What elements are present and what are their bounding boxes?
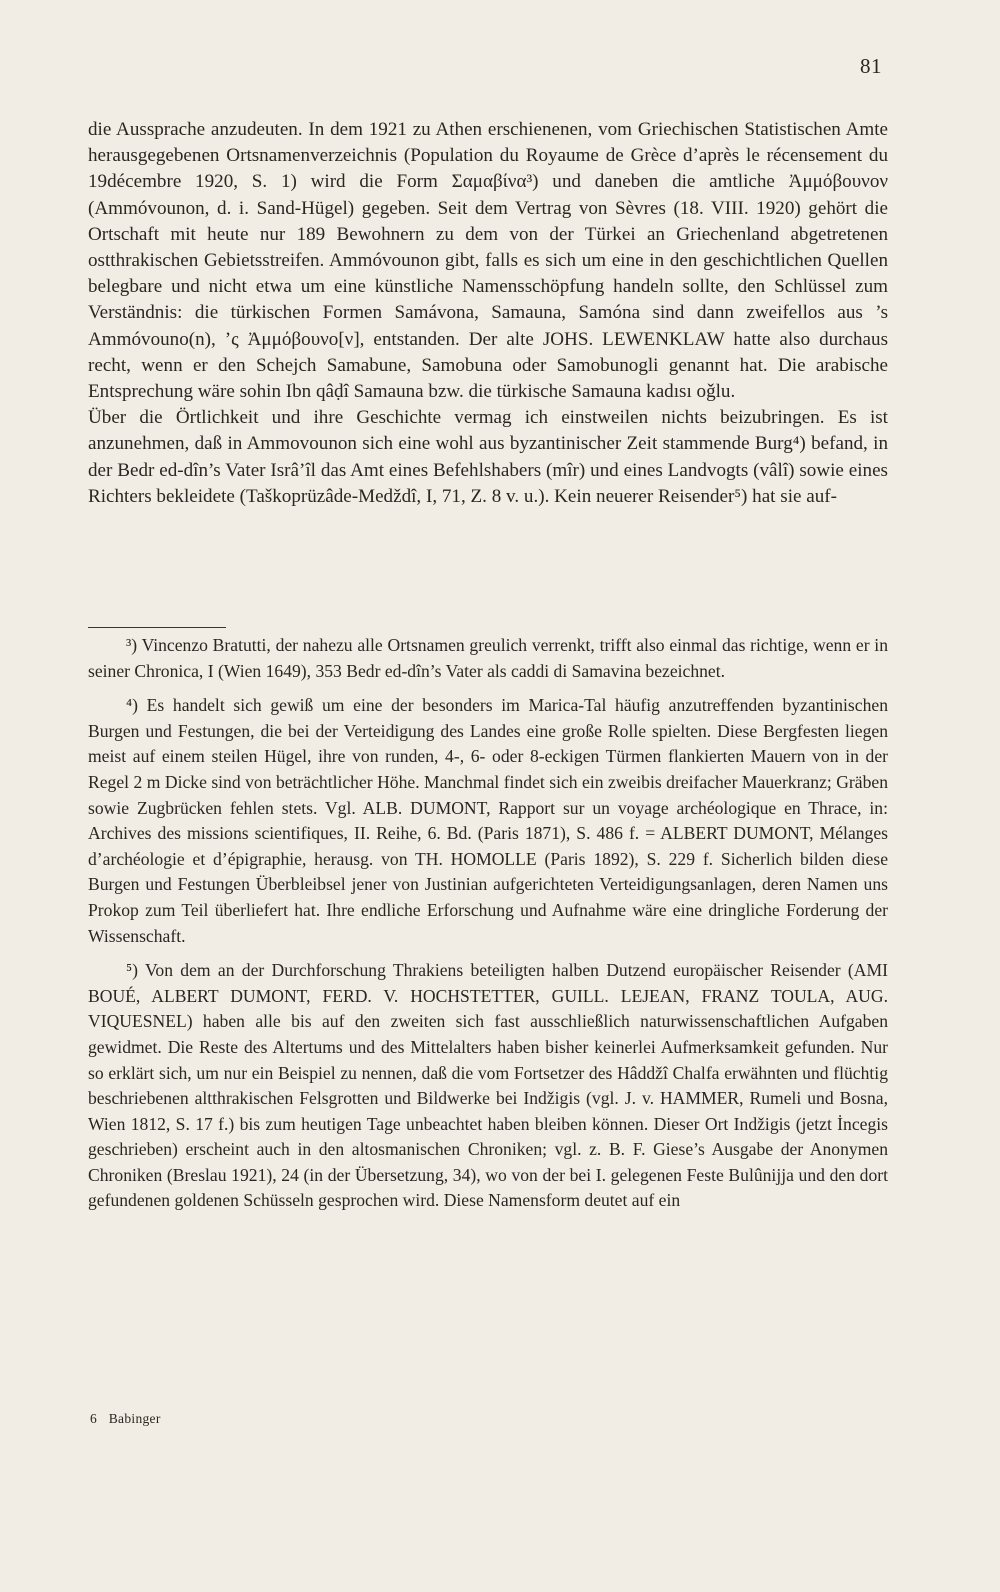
footnote-text: Es handelt sich gewiß um eine der besonders im Marica-Tal häufig anzutreffenden byzantinischen Burgen und Festungen, die bei der Verteidigung des Landes eine große Rolle spielten. Diese Bergfesten liegen meist auf einem steilen Hügel, ihre von runden, 4-, 6- oder 8-eckigen Türmen flankierten Mauern von in der Regel 2 m Dicke sind von beträchtlicher Höhe. Manchmal findet sich ein zweibis dreifacher Mauerkranz; Gräben sowie Zugbrücken fehlen stets. Vgl. ALB. DUMONT, Rapport sur un voyage archéologique en Thrace, in: Archives des missions scientifiques, II. Reihe, 6. Bd. (Paris 1871), S. 486 f. = ALBERT DUMONT, Mélanges d’archéologie et d’épigraphie, herausg. von TH. HOMOLLE (Paris 1892), S. 229 f. Sicherlich bilden diese Burgen und Festungen Überbleibsel jener von Justinian aufgerichteten Verteidigungsanlagen, deren Namen uns Prokop zum Teil überliefert hat. Ihre endliche Erforschung und Aufnahme wäre eine dringliche Forderung der Wissenschaft. xyxy=(88,695,888,946)
footnotes xyxy=(88,633,888,1223)
footnote-text: Von dem an der Durchforschung Thrakiens beteiligten halben Dutzend europäischer Reisender (AMI BOUÉ, ALBERT DUMONT, FERD. V. HOCHSTETTER, GUILL. LEJEAN, FRANZ TOULA, AUG. VIQUESNEL) haben alle bis auf den zweiten sich fast ausschließlich naturwissenschaftlichen Aufgaben gewidmet. Die Reste des Altertums und des Mittelalters haben bisher keinerlei Aufmerksamkeit gefunden. Nur so erklärt sich, um nur ein Beispiel zu nennen, daß die vom Fortsetzer des Hâddžî Chalfa erwähnten und flüchtig beschriebenen altthrakischen Felsgrotten und Bildwerke bei Indžigis (vgl. J. v. HAMMER, Rumeli und Bosna, Wien 1812, S. 17 f.) bis zum heutigen Tage unbeachtet haben bleiben können. Dieser Ort Indžigis (jetzt İncegis geschrieben) erscheint auch in den altosmanischen Chroniken; vgl. z. B. F. Giese’s Ausgabe der Anonymen Chroniken (Breslau 1921), 24 (in der Übersetzung, 34), wo von der bei I. gelegenen Feste Bulûnijja und den dort gefundenen goldenen Schüsseln gesprochen wird. Diese Namensform deutet auf ein xyxy=(88,960,888,1211)
footnote-5 xyxy=(88,958,888,1214)
footnote-marker: ³) xyxy=(126,635,138,655)
footnote-marker: ⁵) xyxy=(126,960,138,981)
signature-number: 6 xyxy=(90,1411,98,1426)
footnote-4 xyxy=(88,693,888,949)
printer-signature xyxy=(90,1411,161,1427)
footnote-3 xyxy=(88,633,888,684)
footnote-marker: ⁴) xyxy=(126,695,138,716)
footnote-separator xyxy=(88,627,226,628)
page-number: 81 xyxy=(860,54,882,78)
main-text xyxy=(88,117,888,510)
body-paragraph: die Aussprache anzudeuten. In dem 1921 zu Athen erschienenen, vom Griechischen Statistischen Amte herausgegebenen Ortsnamenverzeichnis (Population du Royaume de Grèce d’après le récensement du 19décembre 1920, S. 1) wird die Form Σαμαβίνα³) und daneben die amtliche Ἀμμόβουνον (Ammóvounon, d. i. Sand-Hügel) gegeben. Seit dem Vertrag von Sèvres (18. VIII. 1920) gehört die Ortschaft mit heute nur 189 Bewohnern zu dem von der Türkei an Griechenland abgetretenen ostthrakischen Gebietsstreifen. Ammóvounon gibt, falls es sich um eine in den geschichtlichen Quellen belegbare und nicht etwa um eine künstliche Namensschöpfung handeln sollte, den Schlüssel zum Verständnis: die türkischen Formen Samávona, Samauna, Samóna sind dann zweifellos aus ’s Ammóvouno(n), ’ς Ἀμμόβουνο[ν], entstanden. Der alte JOHS. LEWENKLAW hatte also durchaus recht, wenn er den Schejch Samabune, Samobuna oder Samobunogli genannt hat. Die arabische Entsprechung wäre sohin Ibn qâḍî Samauna bzw. die türkische Samauna kadısı oǧlu. xyxy=(88,119,888,403)
footnote-text: Vincenzo Bratutti, der nahezu alle Ortsnamen greulich verrenkt, trifft also einmal das richtige, wenn er in seiner Chronica, I (Wien 1649), 353 Bedr ed-dîn’s Vater als caddi di Samavina bezeichnet. xyxy=(88,635,888,681)
body-paragraph: Über die Örtlichkeit und ihre Geschichte vermag ich einstweilen nichts beizubringen. Es ist anzunehmen, daß in Ammovounon sich eine wohl aus byzantinischer Zeit stammende Burg⁴) befand, in der Bedr ed-dîn’s Vater Isrâ’îl das Amt eines Befehlshabers (mîr) und eines Landvogts (vâlî) sowie eines Richters bekleidete (Taškoprüzâde-Medždî, I, 71, Z. 8 v. u.). Kein neuerer Reisender⁵) hat sie auf- xyxy=(88,407,888,507)
signature-name: Babinger xyxy=(108,1411,161,1426)
